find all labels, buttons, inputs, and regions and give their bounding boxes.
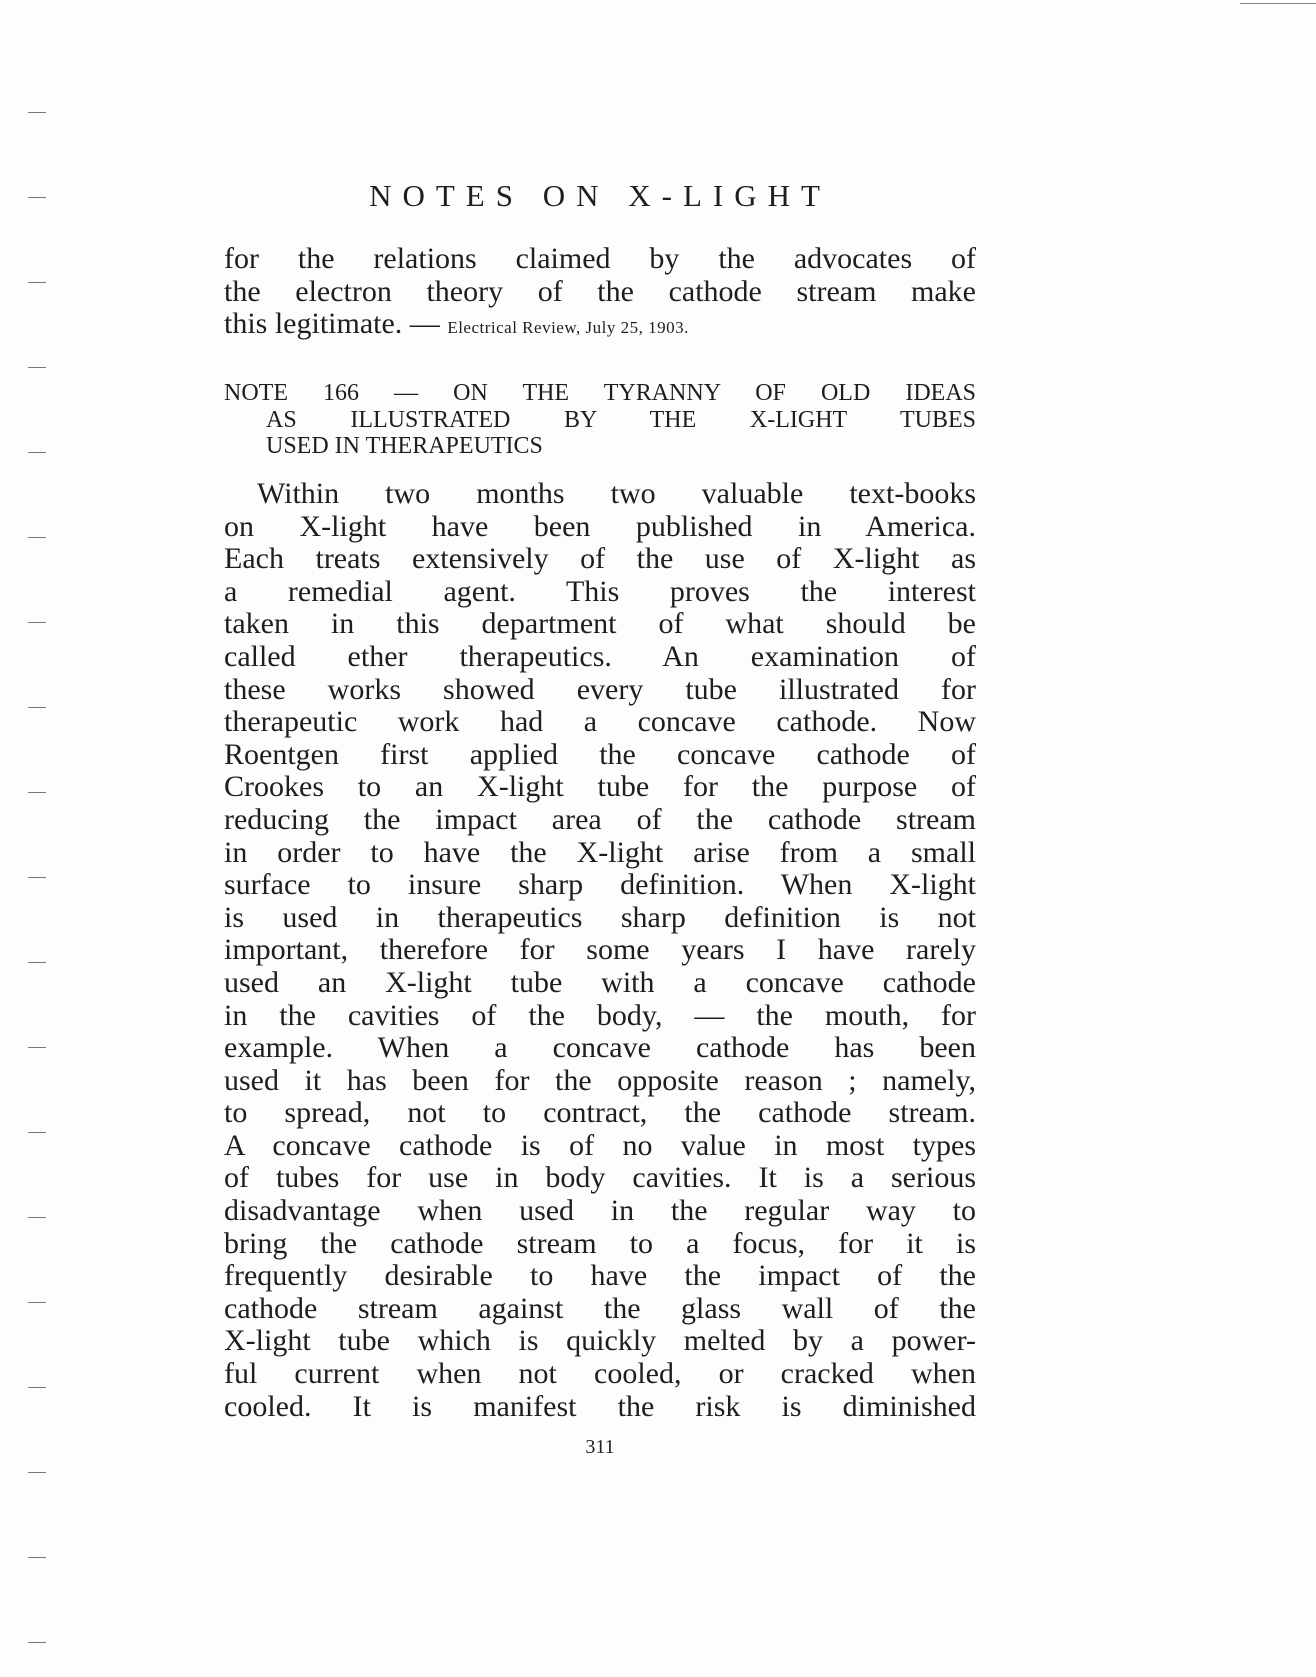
- running-head: NOTES ON X-LIGHT: [369, 178, 831, 213]
- margin-dash: [28, 1557, 46, 1558]
- text-line: on X-light have been published in America.: [224, 509, 976, 543]
- note-heading: [224, 380, 976, 460]
- text-line: these works showed every tube illustrated for: [224, 672, 976, 706]
- text-line: cooled. It is manifest the risk is diminished: [224, 1389, 976, 1423]
- margin-dash: [28, 1642, 46, 1643]
- margin-dash: [28, 537, 46, 538]
- text-line: a remedial agent. This proves the interest: [224, 574, 976, 608]
- margin-dash: [28, 622, 46, 623]
- text-fragment: this legitimate. —: [224, 307, 448, 341]
- margin-dash: [28, 197, 46, 198]
- text-line: of tubes for use in body cavities. It is a serious: [224, 1161, 976, 1195]
- heading-line: NOTE 166 — ON THE TYRANNY OF OLD IDEAS: [224, 380, 976, 406]
- text-line: Within two months two valuable text-books: [257, 477, 976, 510]
- margin-dash: [28, 1047, 46, 1048]
- margin-dash: [28, 962, 46, 963]
- text-line: used an X-light tube with a concave cathode: [224, 965, 976, 999]
- text-line: used it has been for the opposite reason ; namely,: [224, 1063, 976, 1097]
- citation-source: Electrical Review, July 25, 1903.: [447, 318, 689, 338]
- text-line: in the cavities of the body, — the mouth, for: [224, 998, 976, 1032]
- heading-line: USED IN THERAPEUTICS: [266, 433, 543, 460]
- margin-dash: [28, 707, 46, 708]
- text-line: for the relations claimed by the advocates of: [224, 242, 976, 275]
- margin-dash: [28, 282, 46, 283]
- margin-dash: [28, 1302, 46, 1303]
- text-line: X-light tube which is quickly melted by a power-: [224, 1324, 976, 1358]
- text-line: Roentgen first applied the concave cathode of: [224, 737, 976, 771]
- text-line: called ether therapeutics. An examination of: [224, 639, 976, 673]
- text-line: taken in this department of what should be: [224, 607, 976, 641]
- continued-paragraph: [224, 243, 976, 345]
- page-number: 311: [585, 1436, 615, 1458]
- text-line: ful current when not cooled, or cracked when: [224, 1357, 976, 1391]
- text-line: important, therefore for some years I have rarely: [224, 933, 976, 967]
- text-line: to spread, not to contract, the cathode stream.: [224, 1096, 976, 1130]
- margin-dash: [28, 792, 46, 793]
- margin-dash: [28, 1132, 46, 1133]
- heading-line: AS ILLUSTRATED BY THE X-LIGHT TUBES: [266, 406, 976, 433]
- text-line: the electron theory of the cathode stream make: [224, 274, 976, 308]
- body-paragraph: [224, 478, 976, 1423]
- text-line: example. When a concave cathode has been: [224, 1031, 976, 1065]
- scan-edge-rule: [1240, 3, 1316, 4]
- margin-dash: [28, 1472, 46, 1473]
- text-line: cathode stream against the glass wall of the: [224, 1291, 976, 1325]
- text-line: [224, 308, 976, 345]
- text-line: disadvantage when used in the regular way to: [224, 1194, 976, 1228]
- margin-dash: [28, 1387, 46, 1388]
- margin-dash: [28, 367, 46, 368]
- text-line: in order to have the X-light arise from a small: [224, 835, 976, 869]
- text-line: reducing the impact area of the cathode stream: [224, 802, 976, 836]
- margin-dash: [28, 1217, 46, 1218]
- text-line: frequently desirable to have the impact of the: [224, 1259, 976, 1293]
- text-line: is used in therapeutics sharp definition is not: [224, 900, 976, 934]
- margin-dash: [28, 877, 46, 878]
- text-line: surface to insure sharp definition. When X-light: [224, 868, 976, 902]
- margin-dash: [28, 112, 46, 113]
- text-line: therapeutic work had a concave cathode. Now: [224, 705, 976, 739]
- text-line: Each treats extensively of the use of X-light as: [224, 542, 976, 576]
- text-line: A concave cathode is of no value in most types: [224, 1128, 976, 1162]
- text-line: Crookes to an X-light tube for the purpose of: [224, 770, 976, 804]
- text-line: bring the cathode stream to a focus, for it is: [224, 1226, 976, 1260]
- margin-dash: [28, 452, 46, 453]
